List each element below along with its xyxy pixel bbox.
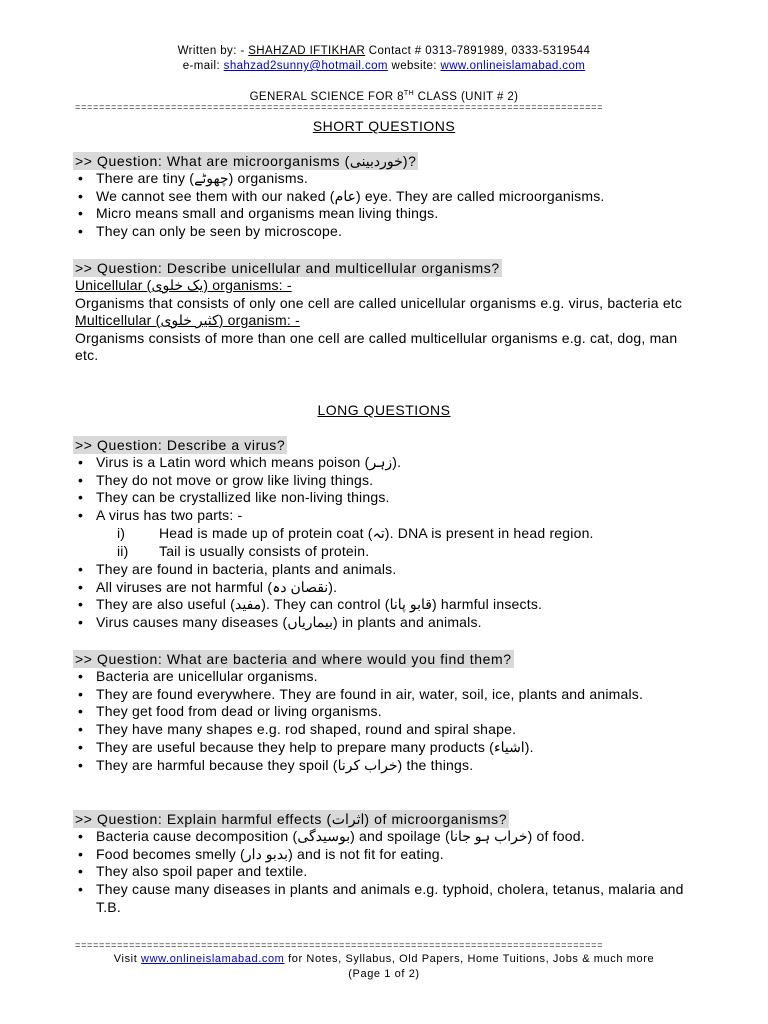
list-item: • We cannot see them with our naked (عام) eye. They are called microorganisms.	[75, 188, 695, 206]
question-virus: >> Question: Describe a virus?	[75, 437, 286, 453]
virus-part-tail	[75, 543, 695, 561]
list-item: • Virus causes many diseases (بیماریاں) in plants and animals.	[75, 614, 695, 632]
question-bacteria: >> Question: What are bacteria and where would you find them?	[75, 651, 512, 667]
page-footer	[0, 952, 768, 982]
question-microorganisms: >> Question: What are microorganisms (خوردبینی)?	[75, 153, 417, 169]
list-item: • They are found in bacteria, plants and animals.	[75, 561, 695, 579]
list-item: • They do not move or grow like living things.	[75, 472, 695, 490]
part-number: i)	[117, 525, 126, 541]
divider-top	[75, 104, 693, 112]
harmful-effects-list	[75, 828, 695, 917]
list-item: • They get food from dead or living organisms.	[75, 703, 695, 721]
website-label: website:	[391, 60, 437, 72]
course-prefix: GENERAL SCIENCE FOR 8	[249, 90, 404, 103]
unicellular-block	[75, 277, 695, 365]
course-suffix: CLASS (UNIT # 2)	[417, 90, 519, 103]
list-item: • They cause many diseases in plants and animals e.g. typhoid, cholera, tetanus, malaria and T.B.	[75, 881, 695, 916]
unicellular-text: Organisms that consists of only one cell are called unicellular organisms e.g. virus, bacteria etc	[75, 294, 683, 311]
list-item: • Food becomes smelly (بدبو دار) and is not fit for eating.	[75, 846, 695, 864]
virus-list-continued	[75, 561, 695, 632]
author-name: SHAHZAD IFTIKHAR	[248, 45, 366, 57]
bacteria-list	[75, 668, 695, 774]
part-text: Tail is usually consists of protein.	[159, 542, 370, 559]
unicellular-heading: Unicellular (یک خلوی) organisms: -	[75, 277, 292, 293]
footer-text: for Notes, Syllabus, Old Papers, Home Tuitions, Jobs & much more	[288, 953, 655, 965]
list-item: • They can only be seen by microscope.	[75, 223, 695, 241]
contact-info: Contact # 0313-7891989, 0333-5319544	[368, 45, 591, 57]
list-item: • All viruses are not harmful (نقصان دہ).	[75, 579, 695, 597]
written-by-label: Written by: -	[177, 45, 245, 57]
list-item: • They are harmful because they spoil (خراب کرنا) the things.	[75, 757, 695, 775]
list-item: • They can be crystallized like non-living things.	[75, 489, 695, 507]
question-unicellular-multicellular: >> Question: Describe unicellular and multicellular organisms?	[75, 260, 500, 276]
email-line	[0, 59, 768, 74]
list-item: • Bacteria are unicellular organisms.	[75, 668, 695, 686]
footer-visit: Visit	[113, 953, 138, 965]
footer-line	[0, 952, 768, 967]
page-number: (Page 1 of 2)	[348, 968, 420, 980]
email-label: e-mail:	[182, 60, 221, 72]
long-questions-title: LONG QUESTIONS	[317, 402, 451, 418]
list-item: • Micro means small and organisms mean living things.	[75, 205, 695, 223]
question-harmful-effects: >> Question: Explain harmful effects (اثرات) of microorganisms?	[75, 811, 508, 827]
part-number: ii)	[117, 542, 129, 559]
virus-parts	[75, 525, 695, 560]
part-text: Head is made up of protein coat (تہ). DNA is present in head region.	[159, 525, 594, 541]
multicellular-text: Organisms consists of more than one cell are called multicellular organisms e.g. cat, dog, man etc.	[75, 329, 678, 363]
list-item: • There are tiny (چھوٹے) organisms.	[75, 170, 695, 188]
author-line	[0, 44, 768, 59]
list-item: • A virus has two parts: -	[75, 507, 695, 525]
virus-part-head	[75, 525, 695, 543]
list-item: • They also spoil paper and textile.	[75, 863, 695, 881]
course-sup: TH	[403, 90, 415, 97]
list-item: • Bacteria cause decomposition (بوسیدگی) and spoilage (خراب ہو جانا) of food.	[75, 828, 695, 846]
email-link[interactable]: shahzad2sunny@hotmail.com	[223, 60, 388, 72]
virus-list	[75, 454, 695, 525]
list-item: • They have many shapes e.g. rod shaped, round and spiral shape.	[75, 721, 695, 739]
microorganisms-list	[75, 170, 695, 241]
list-item: • They are useful because they help to prepare many products (اشیاء).	[75, 739, 695, 757]
footer-website-link[interactable]: www.onlineislamabad.com	[141, 953, 285, 965]
list-item: • They are found everywhere. They are found in air, water, soil, ice, plants and animals.	[75, 686, 695, 704]
website-link[interactable]: www.onlineislamabad.com	[440, 60, 586, 72]
multicellular-heading: Multicellular (کثیر خلوی) organism: -	[75, 312, 300, 328]
divider-bottom	[75, 942, 693, 950]
list-item: • Virus is a Latin word which means poison (زہر).	[75, 454, 695, 472]
course-title	[0, 86, 768, 105]
short-questions-title: SHORT QUESTIONS	[312, 118, 456, 134]
list-item: • They are also useful (مفید). They can control (قابو پانا) harmful insects.	[75, 596, 695, 614]
